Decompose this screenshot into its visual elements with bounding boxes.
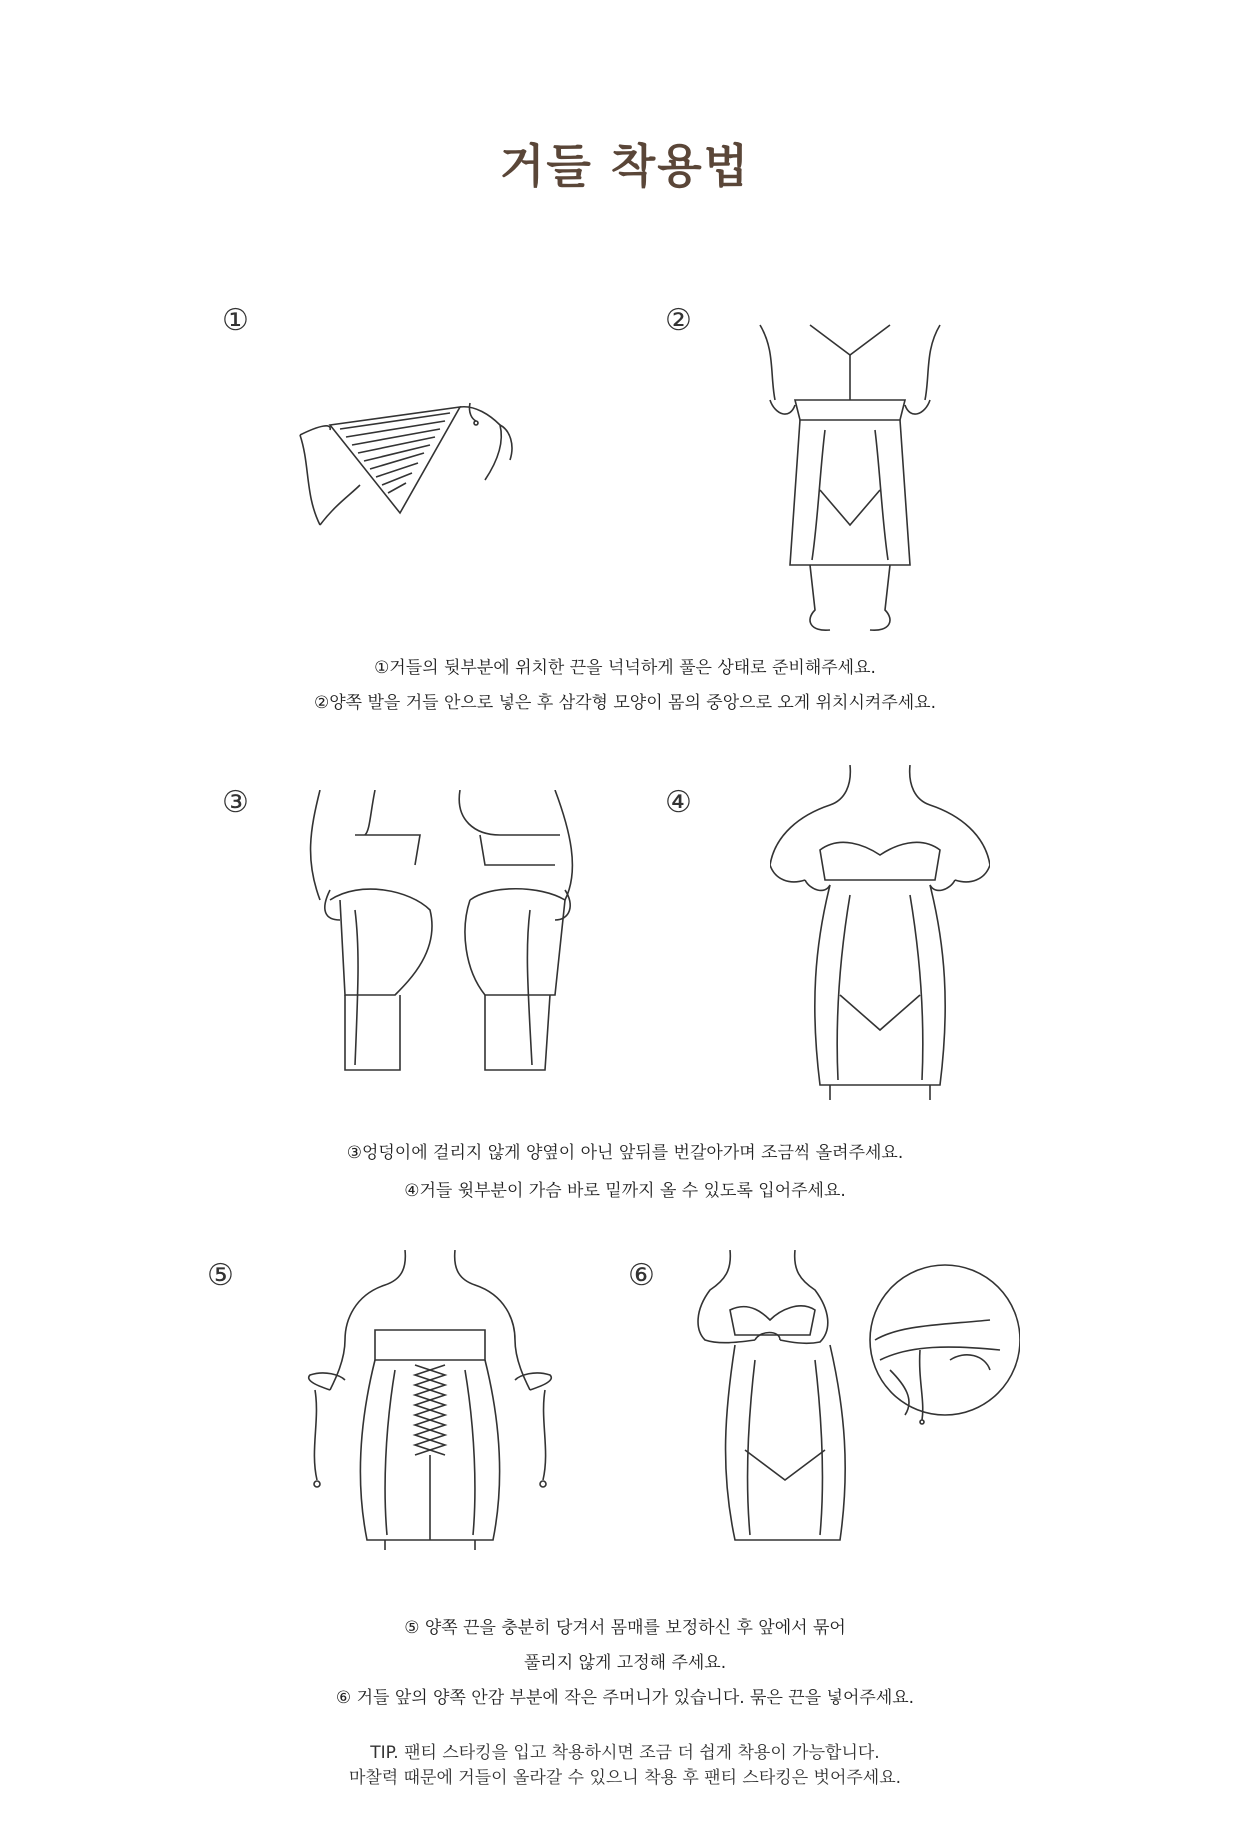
caption-step-3: ③엉덩이에 걸리지 않게 양옆이 아닌 앞뒤를 번갈아가며 조금씩 올려주세요.	[346, 1143, 904, 1163]
caption-step-6: ⑥ 거들 앞의 양쪽 안감 부분에 작은 주머니가 있습니다. 묶은 끈을 넣어주세요.	[335, 1688, 915, 1708]
step-marker-3: ③	[222, 785, 249, 820]
pulling-up-sides-illustration	[300, 790, 590, 1090]
tucking-laces-pocket-illustration	[690, 1250, 1020, 1550]
tightening-back-laces-illustration	[305, 1250, 555, 1550]
stepping-into-girdle-illustration	[750, 320, 950, 640]
step-marker-5: ⑤	[207, 1258, 234, 1293]
page-title: 거들 착용법	[499, 139, 751, 193]
step-marker-6: ⑥	[628, 1258, 655, 1293]
girdle-laces-loosened-illustration	[290, 385, 530, 545]
step-marker-4: ④	[665, 785, 692, 820]
caption-step-2: ②양쪽 발을 거들 안으로 넣은 후 삼각형 모양이 몸의 중앙으로 오게 위치시켜주세요.	[313, 693, 936, 713]
caption-step-4: ④거들 윗부분이 가슴 바로 밑까지 올 수 있도록 입어주세요.	[404, 1181, 846, 1201]
tip-line-1: TIP. 팬티 스타킹을 입고 착용하시면 조금 더 쉽게 착용이 가능합니다.	[370, 1743, 880, 1763]
step-marker-2: ②	[665, 303, 692, 338]
pulling-to-chest-illustration	[770, 765, 990, 1100]
caption-step-5a: ⑤ 양쪽 끈을 충분히 당겨서 몸매를 보정하신 후 앞에서 묶어	[404, 1618, 846, 1638]
caption-step-5b: 풀리지 않게 고정해 주세요.	[523, 1653, 727, 1673]
step-marker-1: ①	[222, 303, 249, 338]
tip-line-2: 마찰력 때문에 거들이 올라갈 수 있으니 착용 후 팬티 스타킹은 벗어주세요.	[348, 1768, 902, 1788]
caption-step-1: ①거들의 뒷부분에 위치한 끈을 넉넉하게 풀은 상태로 준비해주세요.	[374, 658, 876, 678]
